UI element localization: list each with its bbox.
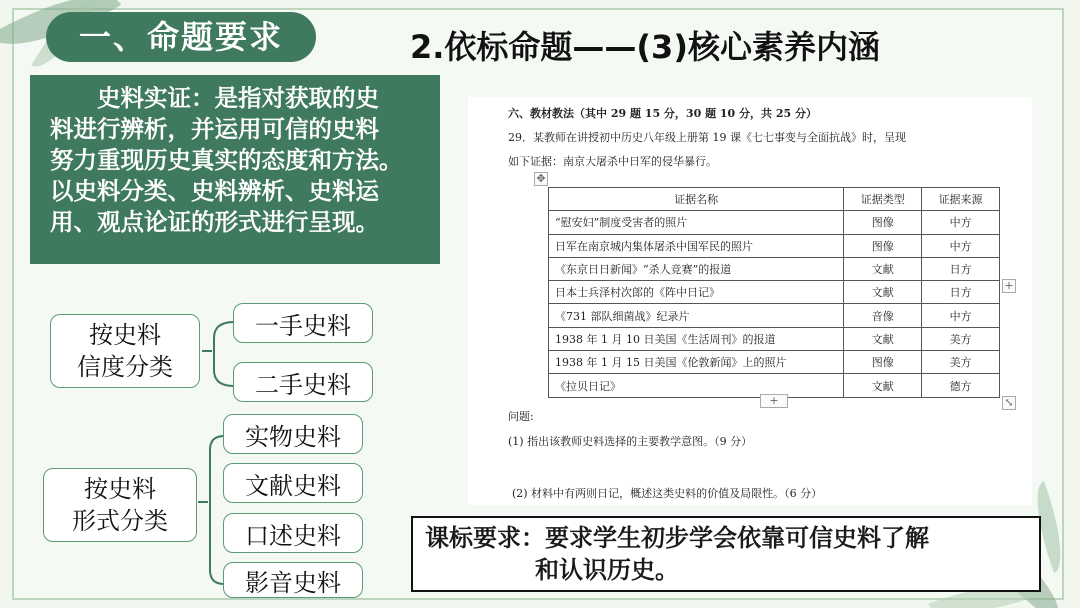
table-cell: 《731 部队细菌战》纪录片 xyxy=(549,304,844,327)
definition-line: 料进行辨析，并运用可信的史料 xyxy=(50,115,379,143)
table-row xyxy=(549,234,1000,257)
column-header: 证据来源 xyxy=(922,188,1000,211)
table-move-handle-icon[interactable]: ✥ xyxy=(534,172,548,186)
definition-box xyxy=(30,75,440,264)
second-hand-source-node: 二手史料 xyxy=(233,362,373,402)
table-cell: 图像 xyxy=(844,234,922,257)
table-cell: 音像 xyxy=(844,304,922,327)
add-row-plus-icon[interactable]: + xyxy=(760,394,788,408)
document-section-heading: 六、教材教法（其中 29 题 15 分，30 题 10 分，共 25 分） xyxy=(508,107,818,120)
table-cell: 德方 xyxy=(922,374,1000,397)
table-cell: 图像 xyxy=(844,211,922,234)
node-label-line: 按史料 xyxy=(84,475,156,503)
table-cell: 文献 xyxy=(844,257,922,280)
form-bracket xyxy=(196,430,226,590)
document-source-node: 文献史料 xyxy=(223,463,363,503)
audiovisual-source-node: 影音史料 xyxy=(223,562,363,598)
table-cell: 1938 年 1 月 10 日美国《生活周刊》的报道 xyxy=(549,327,844,350)
section-label: 一、命题要求 xyxy=(46,12,316,62)
table-cell: 美方 xyxy=(922,351,1000,374)
table-row xyxy=(549,304,1000,327)
table-cell: 文献 xyxy=(844,327,922,350)
table-cell: 日本士兵泽村次郎的《阵中日记》 xyxy=(549,281,844,304)
add-column-plus-icon[interactable]: + xyxy=(1002,279,1016,293)
table-cell: 中方 xyxy=(922,304,1000,327)
first-hand-source-node: 一手史料 xyxy=(233,303,373,343)
slide-title: 2.依标命题——(3)核心素养内涵 xyxy=(410,28,880,66)
table-row xyxy=(549,211,1000,234)
column-header: 证据类型 xyxy=(844,188,922,211)
definition-line: 史料实证：是指对获取的史 xyxy=(50,84,379,112)
oral-source-node: 口述史料 xyxy=(223,513,363,553)
node-label-line: 信度分类 xyxy=(77,353,173,381)
table-cell: 图像 xyxy=(844,351,922,374)
table-header-row xyxy=(549,188,1000,211)
table-cell: 日军在南京城内集体屠杀中国军民的照片 xyxy=(549,234,844,257)
table-row xyxy=(549,327,1000,350)
requirement-line: 课标要求：要求学生初步学会依靠可信史料了解 xyxy=(425,524,929,552)
credibility-bracket xyxy=(200,318,236,390)
requirement-line: 和认识历史。 xyxy=(535,556,679,584)
table-cell: 文献 xyxy=(844,374,922,397)
table-row xyxy=(549,257,1000,280)
table-cell: 日方 xyxy=(922,281,1000,304)
definition-line: 用、观点论证的形式进行呈现。 xyxy=(50,208,379,236)
table-cell: 文献 xyxy=(844,281,922,304)
table-cell: 《东京日日新闻》“杀人竞赛”的报道 xyxy=(549,257,844,280)
table-row xyxy=(549,281,1000,304)
node-label-line: 形式分类 xyxy=(72,507,168,535)
column-header: 证据名称 xyxy=(549,188,844,211)
definition-line: 努力重现历史真实的态度和方法。 xyxy=(50,146,403,174)
definition-line: 以史料分类、史料辨析、史料运 xyxy=(50,177,379,205)
curriculum-requirement-box xyxy=(411,516,1041,592)
table-cell: 中方 xyxy=(922,211,1000,234)
form-category-node xyxy=(43,468,197,542)
table-cell: “慰安妇”制度受害者的照片 xyxy=(549,211,844,234)
question-text: 29．某教师在讲授初中历史八年级上册第 19 课《七七事变与全面抗战》时，呈现 xyxy=(508,131,906,144)
table-cell: 美方 xyxy=(922,327,1000,350)
node-label-line: 按史料 xyxy=(89,321,161,349)
table-row xyxy=(549,351,1000,374)
table-cell: 1938 年 1 月 15 日美国《伦敦新闻》上的照片 xyxy=(549,351,844,374)
table-cell: 日方 xyxy=(922,257,1000,280)
sub-question: (2) 材料中有两则日记，概述这类史料的价值及局限性。（6 分） xyxy=(512,487,823,500)
physical-source-node: 实物史料 xyxy=(223,414,363,454)
question-text: 如下证据：南京大屠杀中日军的侵华暴行。 xyxy=(508,155,717,168)
table-resize-handle-icon[interactable]: ⤡ xyxy=(1002,396,1016,410)
exam-document-panel xyxy=(468,97,1032,505)
table-cell: 《拉贝日记》 xyxy=(549,374,844,397)
credibility-category-node xyxy=(50,314,200,388)
prompt-label: 问题: xyxy=(508,410,534,423)
sub-question: (1) 指出该教师史料选择的主要教学意图。（9 分） xyxy=(508,435,753,448)
evidence-table xyxy=(548,187,1000,398)
table-cell: 中方 xyxy=(922,234,1000,257)
